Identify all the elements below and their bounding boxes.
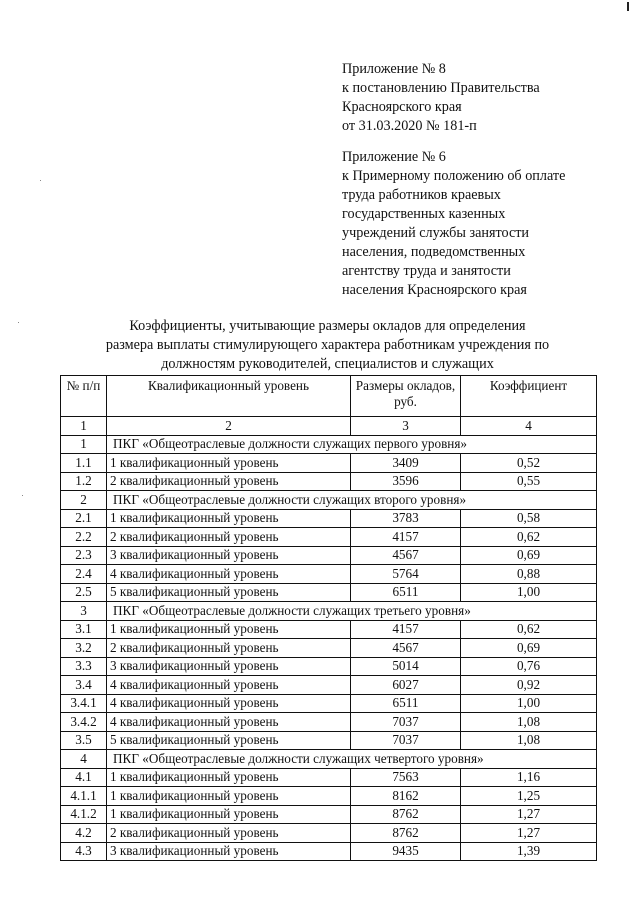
row-level: 1 квалификационный уровень <box>107 768 351 787</box>
appendix-6-line: к Примерному положению об оплате <box>342 168 566 184</box>
row-number: 2.1 <box>61 509 107 528</box>
table-row <box>61 768 597 787</box>
row-level: 3 квалификационный уровень <box>107 842 351 861</box>
row-level: 2 квалификационный уровень <box>107 528 351 547</box>
table-group-row <box>61 435 597 454</box>
appendix-8-block <box>342 60 540 136</box>
table-row <box>61 528 597 547</box>
appendix-8-line: от 31.03.2020 № 181-п <box>342 118 477 134</box>
row-level: 1 квалификационный уровень <box>107 805 351 824</box>
appendix-6-line: Приложение № 6 <box>342 149 446 165</box>
header-coef: Коэффициент <box>461 376 597 417</box>
row-coefficient: 0,62 <box>461 620 597 639</box>
row-level: 3 квалификационный уровень <box>107 657 351 676</box>
row-coefficient: 1,39 <box>461 842 597 861</box>
row-salary: 6511 <box>351 694 461 713</box>
table-row <box>61 583 597 602</box>
appendix-6-line: агентству труда и занятости <box>342 263 511 279</box>
scan-speck <box>18 322 19 323</box>
column-number: 4 <box>461 417 597 436</box>
group-number: 3 <box>61 602 107 621</box>
scan-corner-mark <box>627 2 629 11</box>
row-number: 2.4 <box>61 565 107 584</box>
row-number: 1.1 <box>61 454 107 473</box>
row-number: 2.3 <box>61 546 107 565</box>
row-coefficient: 1,27 <box>461 824 597 843</box>
title-line: размера выплаты стимулирующего характера работникам учреждения по <box>105 337 550 353</box>
appendix-8-line: Красноярского края <box>342 99 462 115</box>
appendix-6-block <box>342 148 565 300</box>
row-salary: 5014 <box>351 657 461 676</box>
table-row <box>61 509 597 528</box>
row-salary: 6027 <box>351 676 461 695</box>
row-salary: 7037 <box>351 731 461 750</box>
row-coefficient: 1,27 <box>461 805 597 824</box>
row-level: 4 квалификационный уровень <box>107 565 351 584</box>
row-number: 3.4 <box>61 676 107 695</box>
appendix-6-line: учреждений службы занятости <box>342 225 530 241</box>
group-number: 2 <box>61 491 107 510</box>
row-level: 2 квалификационный уровень <box>107 639 351 658</box>
row-salary: 3596 <box>351 472 461 491</box>
row-number: 4.2 <box>61 824 107 843</box>
row-number: 3.3 <box>61 657 107 676</box>
appendix-6-line: труда работников краевых <box>342 187 501 203</box>
column-number: 2 <box>107 417 351 436</box>
row-coefficient: 0,88 <box>461 565 597 584</box>
column-number: 3 <box>351 417 461 436</box>
row-number: 3.5 <box>61 731 107 750</box>
appendix-8-line: к постановлению Правительства <box>342 80 540 96</box>
row-salary: 7037 <box>351 713 461 732</box>
row-salary: 4157 <box>351 528 461 547</box>
header-salary: Размеры окладов, руб. <box>351 376 461 417</box>
row-salary: 7563 <box>351 768 461 787</box>
row-level: 1 квалификационный уровень <box>107 454 351 473</box>
row-coefficient: 0,58 <box>461 509 597 528</box>
row-salary: 6511 <box>351 583 461 602</box>
table-row <box>61 546 597 565</box>
table-header-row <box>61 376 597 417</box>
table-row <box>61 657 597 676</box>
row-number: 2.2 <box>61 528 107 547</box>
table-row <box>61 454 597 473</box>
table-row <box>61 805 597 824</box>
row-level: 1 квалификационный уровень <box>107 509 351 528</box>
row-salary: 5764 <box>351 565 461 584</box>
document-title <box>40 317 615 374</box>
row-level: 5 квалификационный уровень <box>107 583 351 602</box>
table-row <box>61 731 597 750</box>
row-level: 2 квалификационный уровень <box>107 472 351 491</box>
row-level: 4 квалификационный уровень <box>107 713 351 732</box>
row-number: 3.2 <box>61 639 107 658</box>
row-number: 3.4.1 <box>61 694 107 713</box>
table-row <box>61 676 597 695</box>
scan-speck <box>22 495 23 496</box>
coefficients-table <box>60 375 597 861</box>
row-number: 3.4.2 <box>61 713 107 732</box>
row-number: 3.1 <box>61 620 107 639</box>
header-level: Квалификационный уровень <box>107 376 351 417</box>
appendix-6-line: населения, подведомственных <box>342 244 526 260</box>
row-level: 3 квалификационный уровень <box>107 546 351 565</box>
appendix-6-line: государственных казенных <box>342 206 506 222</box>
header-num: № п/п <box>61 376 107 417</box>
row-coefficient: 1,25 <box>461 787 597 806</box>
row-level: 4 квалификационный уровень <box>107 694 351 713</box>
row-coefficient: 1,08 <box>461 731 597 750</box>
row-coefficient: 0,55 <box>461 472 597 491</box>
group-title: ПКГ «Общеотраслевые должности служащих третьего уровня» <box>107 602 597 621</box>
table-body <box>61 435 597 861</box>
table-row <box>61 787 597 806</box>
row-coefficient: 1,00 <box>461 583 597 602</box>
row-coefficient: 1,16 <box>461 768 597 787</box>
row-level: 1 квалификационный уровень <box>107 620 351 639</box>
row-salary: 3409 <box>351 454 461 473</box>
row-coefficient: 1,00 <box>461 694 597 713</box>
group-title: ПКГ «Общеотраслевые должности служащих первого уровня» <box>107 435 597 454</box>
row-coefficient: 0,52 <box>461 454 597 473</box>
appendix-6-line: населения Красноярского края <box>342 282 527 298</box>
scan-speck <box>40 180 41 181</box>
row-number: 4.1.2 <box>61 805 107 824</box>
table-group-row <box>61 750 597 769</box>
table-row <box>61 713 597 732</box>
row-coefficient: 0,69 <box>461 546 597 565</box>
appendix-8-line: Приложение № 8 <box>342 61 446 77</box>
table-group-row <box>61 491 597 510</box>
row-number: 4.1 <box>61 768 107 787</box>
row-coefficient: 0,92 <box>461 676 597 695</box>
row-salary: 3783 <box>351 509 461 528</box>
row-salary: 4157 <box>351 620 461 639</box>
row-level: 4 квалификационный уровень <box>107 676 351 695</box>
row-salary: 8162 <box>351 787 461 806</box>
row-coefficient: 0,62 <box>461 528 597 547</box>
row-salary: 4567 <box>351 546 461 565</box>
title-line: должностям руководителей, специалистов и служащих <box>161 356 494 372</box>
row-number: 1.2 <box>61 472 107 491</box>
row-number: 2.5 <box>61 583 107 602</box>
group-title: ПКГ «Общеотраслевые должности служащих четвертого уровня» <box>107 750 597 769</box>
row-salary: 8762 <box>351 824 461 843</box>
table-row <box>61 565 597 584</box>
column-number-row <box>61 417 597 436</box>
row-coefficient: 0,76 <box>461 657 597 676</box>
row-coefficient: 1,08 <box>461 713 597 732</box>
table-group-row <box>61 602 597 621</box>
row-salary: 9435 <box>351 842 461 861</box>
title-line: Коэффициенты, учитывающие размеры окладов для определения <box>129 318 526 334</box>
row-level: 1 квалификационный уровень <box>107 787 351 806</box>
row-level: 2 квалификационный уровень <box>107 824 351 843</box>
column-number: 1 <box>61 417 107 436</box>
row-coefficient: 0,69 <box>461 639 597 658</box>
row-salary: 4567 <box>351 639 461 658</box>
table-row <box>61 472 597 491</box>
group-title: ПКГ «Общеотраслевые должности служащих второго уровня» <box>107 491 597 510</box>
table-row <box>61 694 597 713</box>
row-level: 5 квалификационный уровень <box>107 731 351 750</box>
table-row <box>61 620 597 639</box>
row-number: 4.1.1 <box>61 787 107 806</box>
table-row <box>61 842 597 861</box>
group-number: 1 <box>61 435 107 454</box>
row-number: 4.3 <box>61 842 107 861</box>
group-number: 4 <box>61 750 107 769</box>
table-row <box>61 639 597 658</box>
table-row <box>61 824 597 843</box>
row-salary: 8762 <box>351 805 461 824</box>
